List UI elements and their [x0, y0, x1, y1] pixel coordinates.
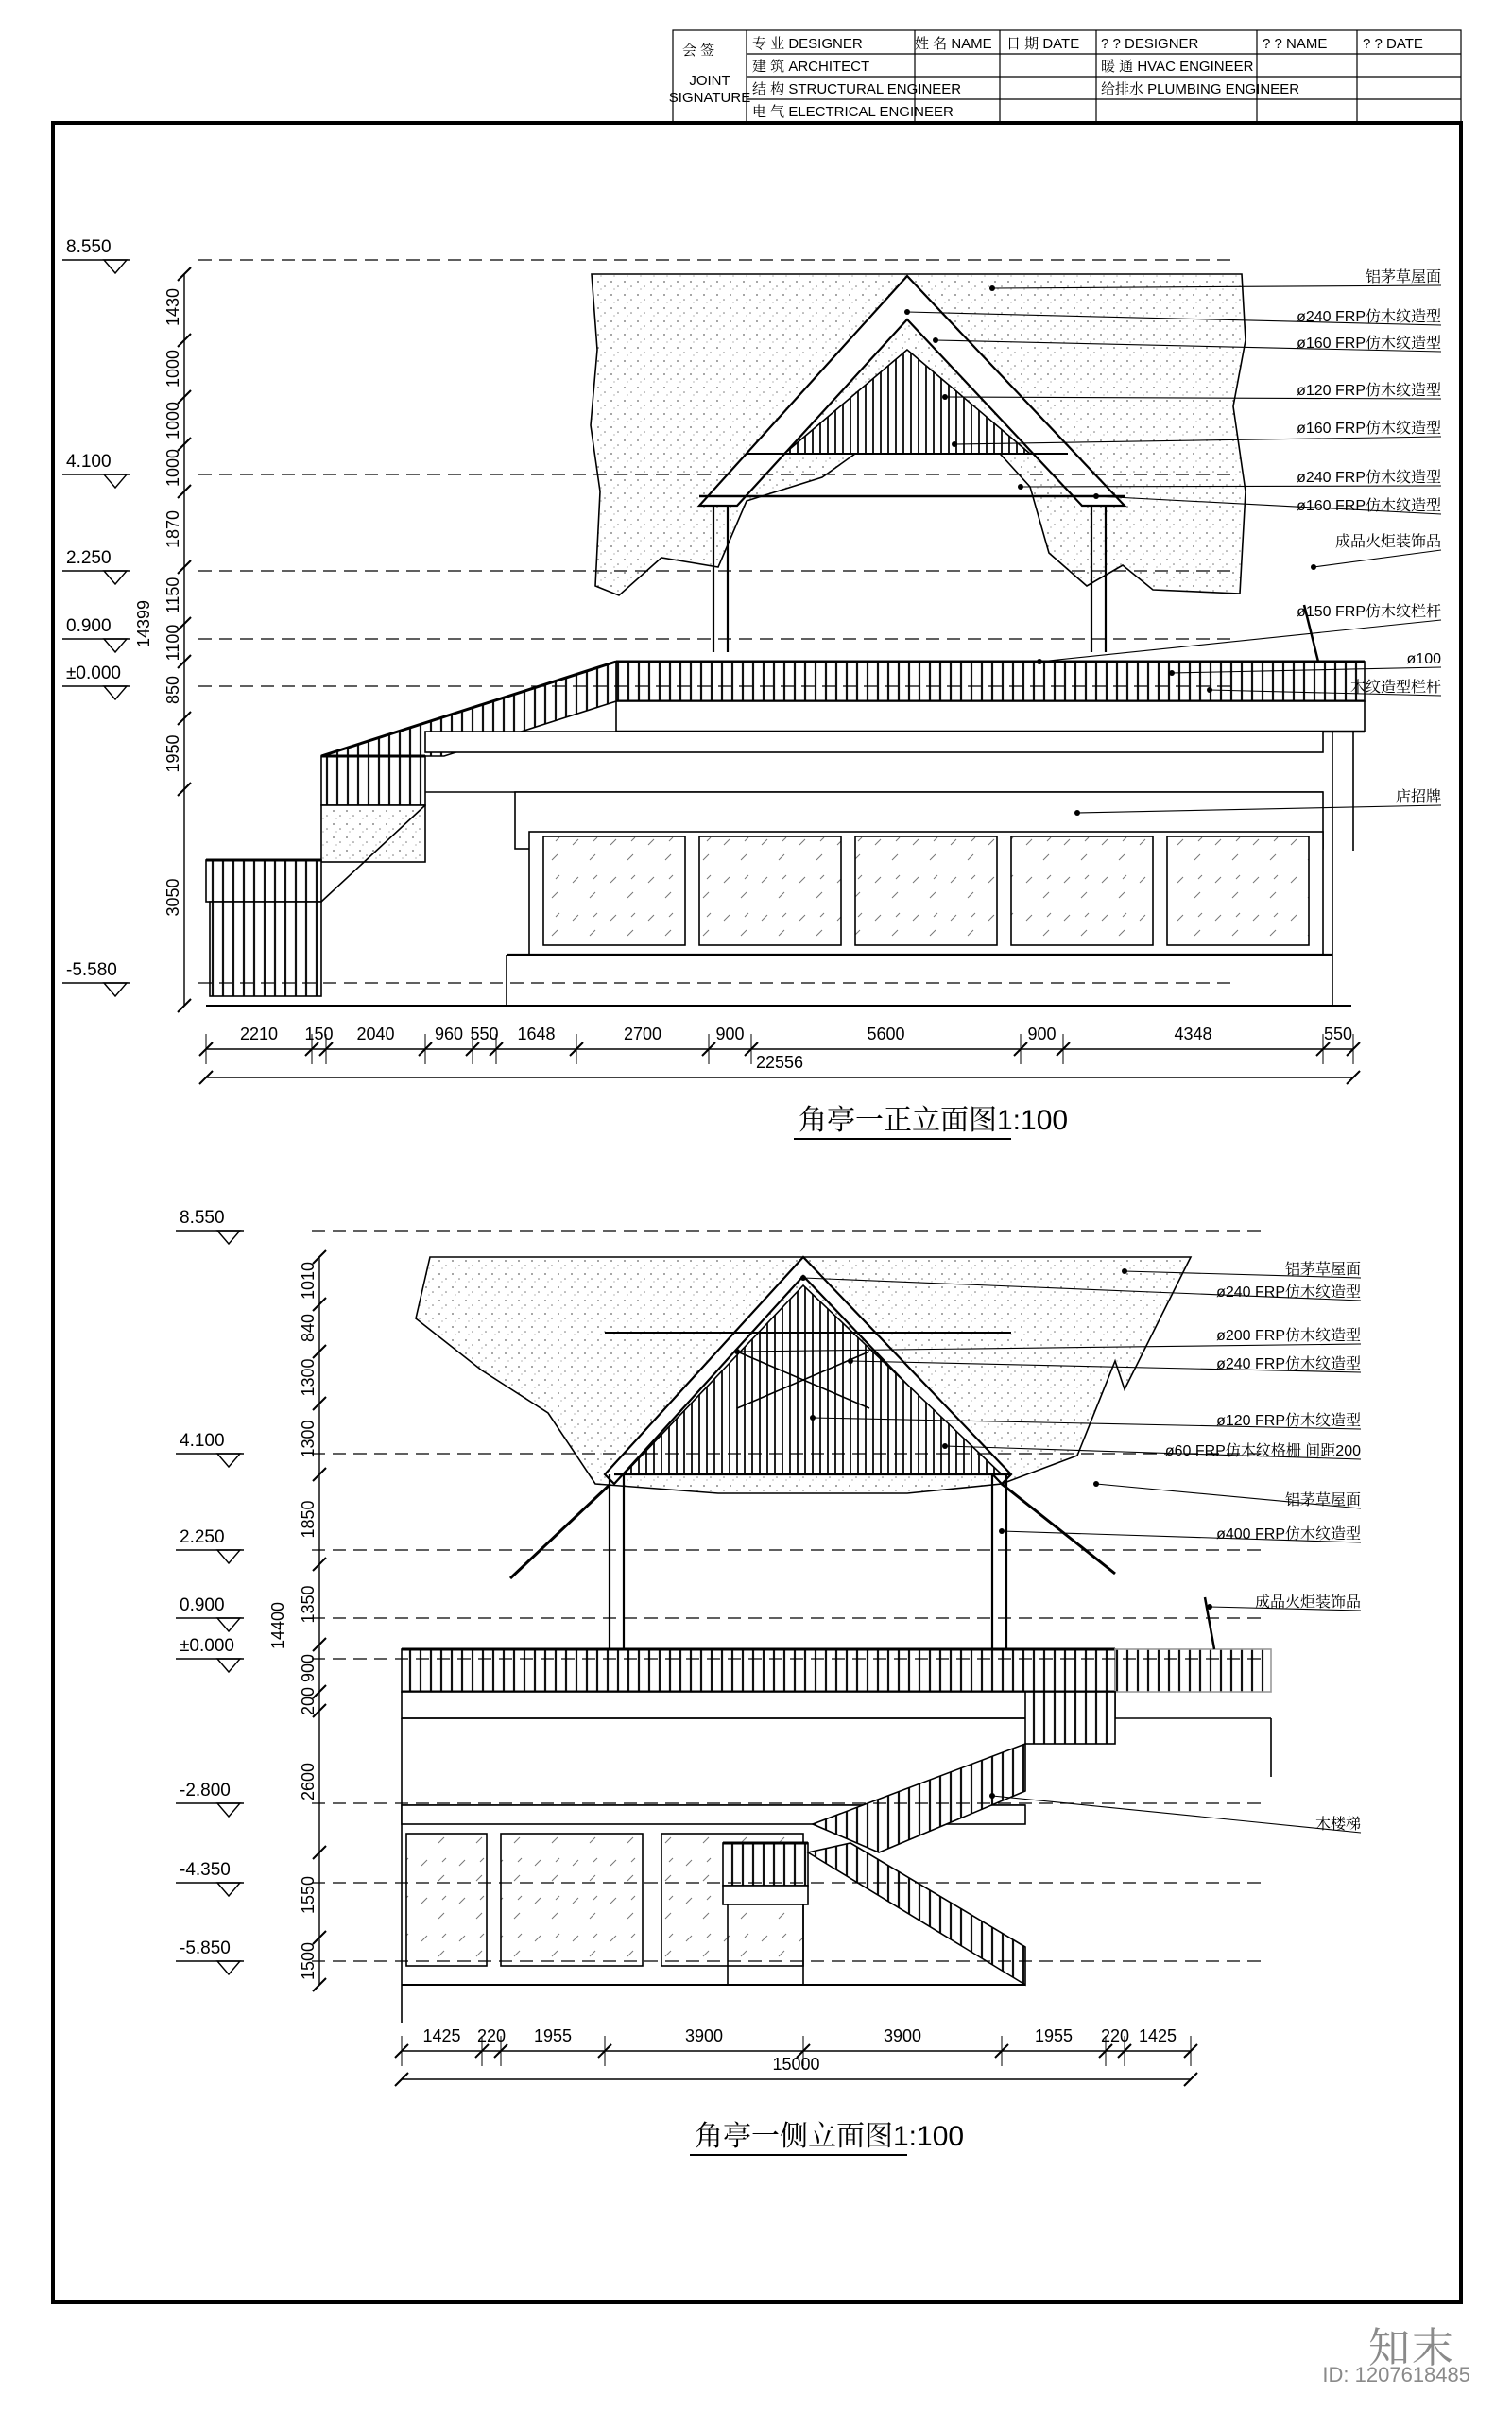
front-elevation-title: 角亭一正立面图1:100	[799, 1105, 1069, 1136]
vdim-5: 1350	[299, 1585, 318, 1624]
vdim-7: 850	[163, 675, 182, 705]
tb-header-right-0: ? ? DESIGNER	[1101, 36, 1199, 52]
tb-joint-cn: 会 签	[682, 43, 715, 59]
vdim-total: 14399	[134, 599, 153, 648]
hdim-4: 550	[470, 1025, 499, 1043]
hdim-3: 3900	[684, 2026, 724, 2045]
vdim-10: 1500	[299, 1941, 318, 1981]
side-elevation-drawing	[402, 1257, 1271, 2023]
front_elevation-level-4: ±0.000	[66, 663, 121, 683]
hdim-7: 900	[715, 1025, 745, 1043]
vdim-5: 1150	[163, 577, 182, 614]
callout-8: ø150 FRP仿木纹栏杆	[1297, 604, 1441, 620]
tb-row-right-0: 暖 通 HVAC ENGINEER	[1101, 59, 1254, 75]
callout-3: ø120 FRP仿木纹造型	[1297, 383, 1441, 399]
vdim-total: 14400	[268, 1601, 287, 1650]
hdim-6: 2700	[623, 1025, 662, 1043]
vdim-3: 1300	[299, 1420, 318, 1458]
tb-row-left-2: 电 气 ELECTRICAL ENGINEER	[752, 104, 954, 120]
callout-5: ø240 FRP仿木纹造型	[1297, 470, 1441, 486]
callout-9: ø100	[1406, 651, 1441, 667]
callout-11: 店招牌	[1395, 789, 1441, 805]
hdim-0: 2210	[239, 1025, 279, 1043]
callout-6: ø160 FRP仿木纹造型	[1297, 498, 1441, 514]
side_elevation-level-6: -4.350	[180, 1860, 231, 1880]
vdim-7: 200	[299, 1686, 318, 1716]
front_elevation-level-0: 8.550	[66, 237, 112, 257]
tb-header-left-2: 日 期 DATE	[1006, 36, 1080, 52]
tb-header-right-2: ? ? DATE	[1363, 36, 1423, 52]
tb-row-left-1: 结 构 STRUCTURAL ENGINEER	[752, 81, 962, 97]
vdim-9: 3050	[163, 878, 182, 917]
hdim-10: 4348	[1174, 1025, 1212, 1043]
hdim-5: 1648	[517, 1025, 556, 1043]
tb-header-left-1: 姓 名 NAME	[915, 36, 992, 52]
vdim-0: 1430	[163, 287, 182, 327]
side-vertical-dimensions	[268, 1250, 326, 1991]
front_elevation-level-1: 4.100	[66, 452, 112, 472]
callout-6: 铝茅草屋面	[1284, 1492, 1361, 1508]
hdim-4: 3900	[883, 2026, 922, 2045]
hdim-0: 1425	[422, 2026, 461, 2045]
callout-7: 成品火炬装饰品	[1334, 534, 1441, 550]
vdim-2: 1300	[299, 1358, 318, 1397]
tb-joint-en: JOINT SIGNATURE	[668, 73, 751, 106]
callout-0: 铝茅草屋面	[1284, 1262, 1361, 1278]
vdim-2: 1000	[163, 401, 182, 440]
tb-header-left-0: 专 业 DESIGNER	[752, 36, 863, 52]
vdim-3: 1000	[163, 448, 182, 488]
hdim-5: 1955	[1034, 2026, 1074, 2045]
callout-4: ø160 FRP仿木纹造型	[1297, 421, 1441, 437]
side_elevation-level-4: ±0.000	[180, 1636, 234, 1656]
callout-3: ø240 FRP仿木纹造型	[1216, 1356, 1361, 1372]
hdim-2: 1955	[533, 2026, 573, 2045]
callout-5: ø60 FRP仿木纹格栅 间距200	[1164, 1443, 1361, 1459]
hdim-6: 220	[1100, 2026, 1130, 2045]
front_elevation-level-5: -5.580	[66, 960, 117, 980]
tb-row-right-1: 给排水 PLUMBING ENGINEER	[1101, 81, 1300, 97]
hdim-11: 550	[1323, 1025, 1353, 1043]
callout-8: 成品火炬装饰品	[1254, 1594, 1361, 1611]
callout-4: ø120 FRP仿木纹造型	[1216, 1413, 1361, 1429]
tb-row-left-0: 建 筑 ARCHITECT	[752, 59, 870, 75]
hdim-total: 22556	[755, 1053, 804, 1072]
hdim-9: 900	[1027, 1025, 1057, 1043]
vdim-1: 1000	[163, 349, 182, 388]
side_elevation-level-7: -5.850	[180, 1938, 231, 1958]
vdim-4: 1870	[163, 509, 182, 549]
side_elevation-level-0: 8.550	[180, 1208, 225, 1228]
front_elevation-level-2: 2.250	[66, 548, 112, 568]
side-horizontal-dimensions	[395, 2026, 1197, 2086]
callout-7: ø400 FRP仿木纹造型	[1216, 1526, 1361, 1542]
front-horizontal-dimensions	[199, 1025, 1360, 1084]
side_elevation-level-3: 0.900	[180, 1595, 225, 1615]
vdim-0: 1010	[299, 1261, 318, 1301]
hdim-2: 2040	[356, 1025, 395, 1043]
tb-header-right-1: ? ? NAME	[1263, 36, 1328, 52]
front-elevation-drawing	[206, 274, 1365, 1006]
watermark-id: ID: 1207618485	[1322, 2363, 1470, 2386]
callout-10: 木纹造型栏杆	[1349, 680, 1441, 696]
side-elevation-title: 角亭一侧立面图1:100	[695, 2121, 965, 2152]
hdim-total: 15000	[772, 2055, 820, 2074]
front_elevation-level-3: 0.900	[66, 616, 112, 636]
callout-9: 木楼梯	[1314, 1817, 1361, 1833]
watermark-brand: 知末	[1368, 2325, 1455, 2371]
callout-2: ø200 FRP仿木纹造型	[1216, 1328, 1361, 1344]
callout-1: ø240 FRP仿木纹造型	[1216, 1284, 1361, 1301]
vdim-6: 900	[299, 1653, 318, 1683]
hdim-1: 220	[476, 2026, 507, 2045]
vdim-8: 1950	[163, 734, 182, 773]
callout-0: 铝茅草屋面	[1365, 269, 1441, 285]
callout-1: ø240 FRP仿木纹造型	[1297, 309, 1441, 325]
vdim-6: 1100	[163, 624, 182, 662]
hdim-1: 150	[304, 1025, 334, 1043]
hdim-3: 960	[434, 1025, 464, 1043]
hdim-7: 1425	[1138, 2026, 1177, 2045]
side_elevation-level-5: -2.800	[180, 1781, 231, 1800]
side_elevation-level-1: 4.100	[180, 1431, 225, 1451]
side_elevation-level-2: 2.250	[180, 1527, 225, 1547]
title-block-text	[752, 36, 1423, 120]
vdim-8: 2600	[299, 1762, 318, 1801]
vdim-4: 1850	[299, 1500, 318, 1539]
hdim-8: 5600	[867, 1025, 905, 1043]
callout-2: ø160 FRP仿木纹造型	[1297, 336, 1441, 352]
vdim-9: 1550	[299, 1875, 318, 1915]
front-vertical-dimensions	[134, 267, 191, 1012]
vdim-1: 840	[299, 1313, 318, 1343]
